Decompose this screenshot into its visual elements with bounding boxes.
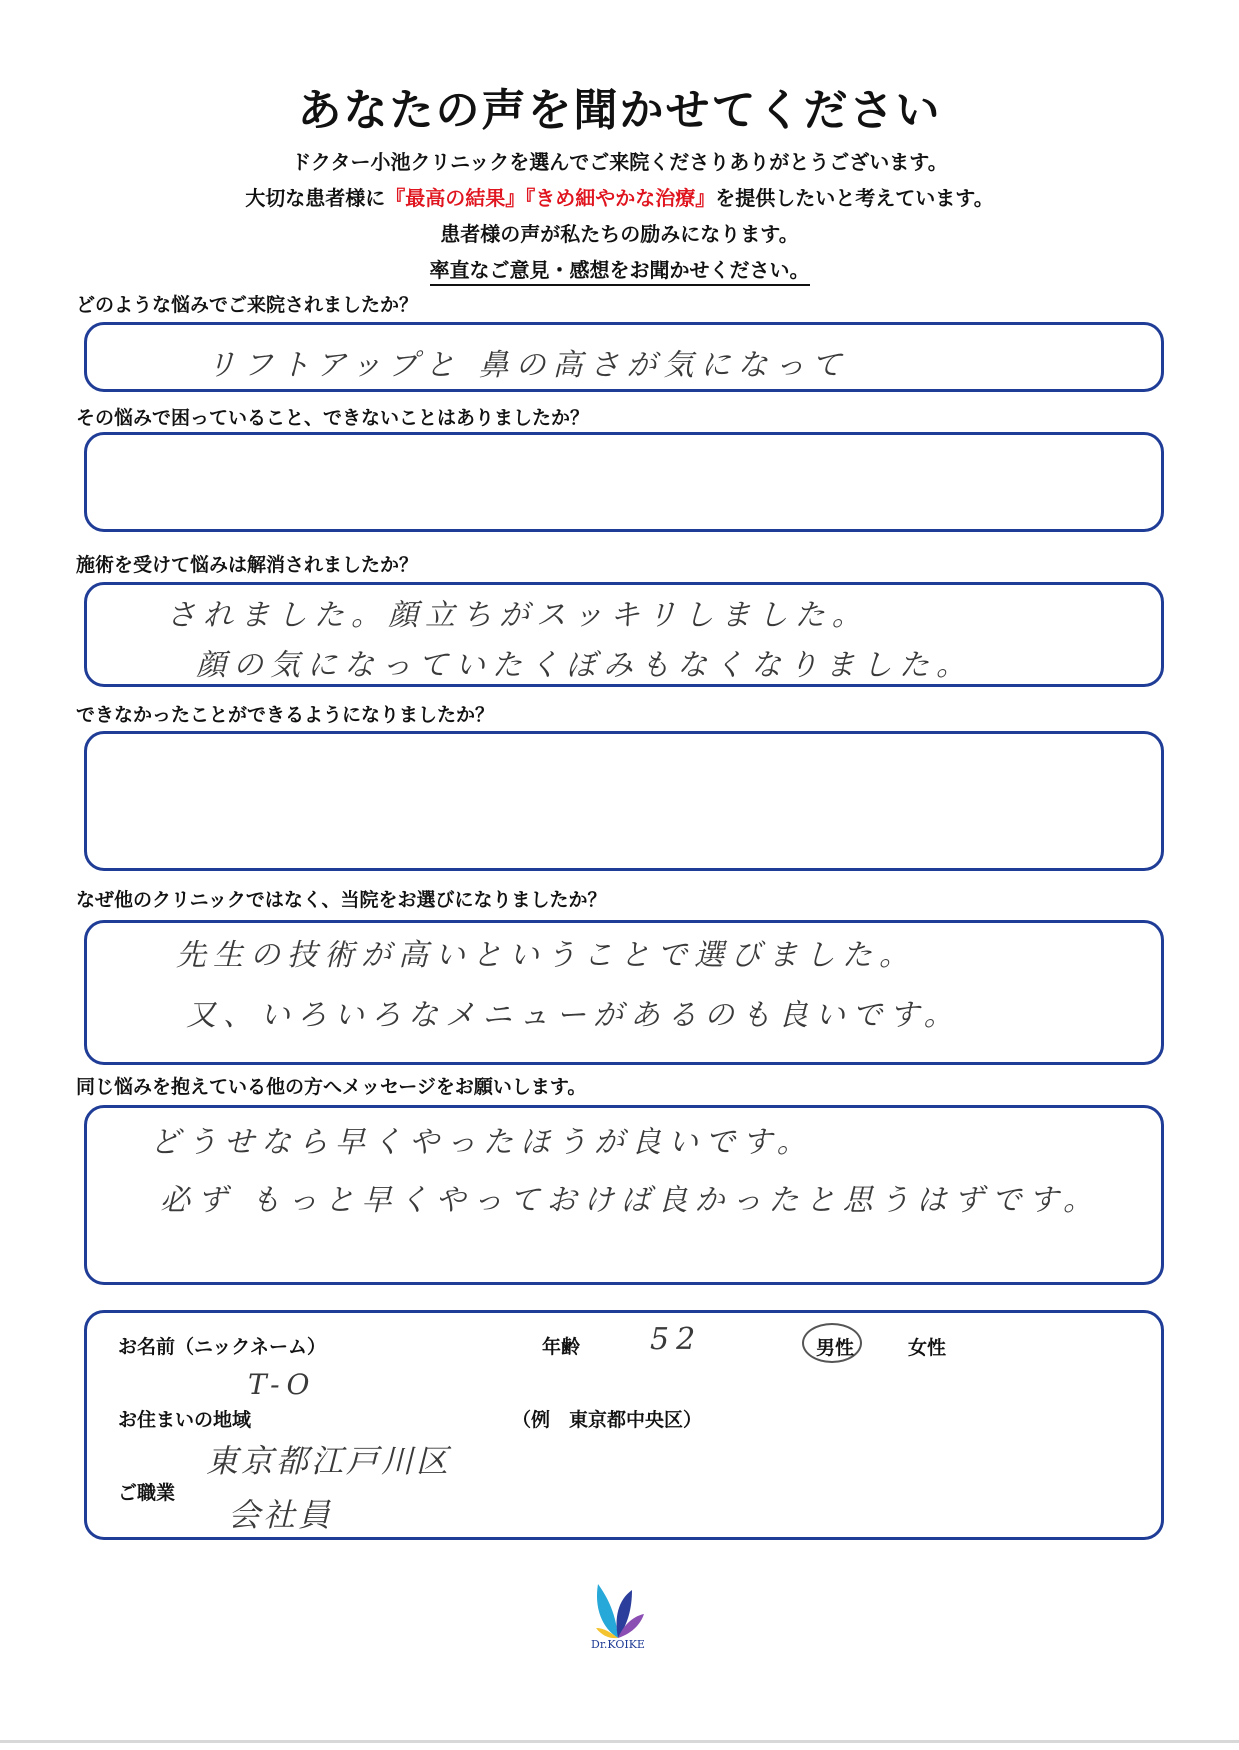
intro-line-2-prefix: 大切な患者様に [245,186,386,210]
intro-line-2 [0,182,1239,211]
intro-line-1: ドクター小池クリニックを選んでご来院くださりありがとうございます。 [291,150,948,174]
question-2-label: その悩みで困っていること、できないことはありましたか？ [76,407,590,429]
answer-6-line-2: 必ず もっと早くやっておけば良かったと思うはずです。 [160,1183,1101,1218]
age-value: 52 [650,1322,703,1357]
female-option: 女性 [908,1337,947,1359]
intro-line-3: 患者様の声が私たちの励みになります。 [440,222,799,246]
answer-6-line-1: どうせなら早くやったほうが良いです。 [150,1125,814,1160]
intro-line-2-suffix: を提供したいと考えています。 [715,186,994,210]
answer-5-line-1: 先生の技術が高いということで選びました。 [176,938,916,973]
answer-5-line-2: 又、いろいろなメニューがあるのも良いです。 [186,998,961,1033]
page-bottom-divider [0,1740,1239,1743]
intro-highlight-careful-treatment: 『きめ細やかな治療』 [525,186,716,210]
area-example: （例 東京都中央区） [512,1409,703,1431]
feather-logo-icon [588,1578,648,1640]
question-1-label: どのような悩みでご来院されましたか？ [76,294,419,316]
answer-3-line-2: 顔の気になっていたくぼみもなくなりました。 [196,648,973,683]
male-option: 男性 [816,1337,855,1359]
question-3-label: 施術を受けて悩みは解消されましたか？ [76,554,419,576]
answer-box-2 [84,432,1164,532]
question-6-label: 同じ悩みを抱えている他の方へメッセージをお願いします。 [76,1076,587,1098]
logo-text: Dr.KOIKE [591,1638,645,1651]
answer-1-line-1: リフトアップと 鼻の高さが気になって [206,348,849,383]
intro-line-4 [0,254,1239,283]
area-value: 東京都江戸川区 [206,1442,452,1480]
page-title: あなたの声を聞かせてください [297,85,942,136]
name-label: お名前（ニックネーム） [118,1336,327,1358]
answer-3-line-1: されました。顔立ちがスッキリしました。 [166,598,869,633]
job-value: 会社員 [228,1496,334,1534]
question-4-label: できなかったことができるようになりましたか？ [76,704,495,726]
intro-line-4-text: 率直なご意見・感想をお聞かせください。 [430,258,810,286]
answer-box-4 [84,731,1164,871]
job-label: ご職業 [118,1482,176,1504]
area-label: お住まいの地域 [118,1409,252,1431]
name-value: T-O [248,1368,317,1401]
question-5-label: なぜ他のクリニックではなく、当院をお選びになりましたか？ [76,889,607,911]
intro-highlight-best-result: 『最高の結果』 [385,186,526,210]
age-label: 年齢 [542,1336,581,1358]
